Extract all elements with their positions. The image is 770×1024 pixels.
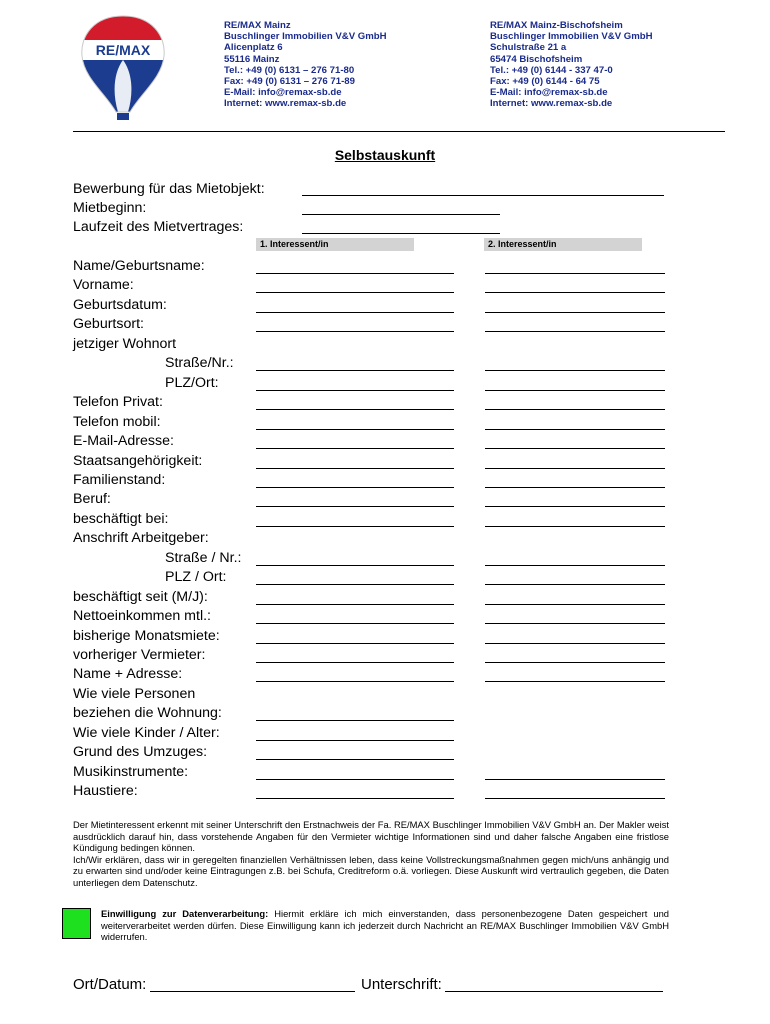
field-label: Wie viele Personen bbox=[73, 685, 196, 702]
office-line: Alicenplatz 6 bbox=[224, 42, 283, 54]
applicant-1-input[interactable] bbox=[256, 662, 454, 663]
office-line: Buschlinger Immobilien V&V GmbH bbox=[490, 31, 653, 43]
applicant-1-input[interactable] bbox=[256, 370, 454, 371]
object-field-input[interactable] bbox=[302, 214, 500, 215]
field-label: Nettoeinkommen mtl.: bbox=[73, 608, 211, 625]
place-date-field[interactable] bbox=[150, 991, 355, 992]
office-line: E-Mail: info@remax-sb.de bbox=[224, 87, 342, 99]
applicant-2-input[interactable] bbox=[485, 506, 665, 507]
office-line: Schulstraße 21 a bbox=[490, 42, 567, 54]
field-label: Geburtsdatum: bbox=[73, 296, 167, 313]
applicant-1-input[interactable] bbox=[256, 798, 454, 799]
applicant-2-input[interactable] bbox=[485, 643, 665, 644]
applicant-1-input[interactable] bbox=[256, 409, 454, 410]
field-label: bisherige Monatsmiete: bbox=[73, 627, 220, 644]
field-label: beschäftigt bei: bbox=[73, 510, 169, 527]
field-label: jetziger Wohnort bbox=[73, 335, 177, 352]
applicant-2-input[interactable] bbox=[485, 273, 665, 274]
applicant-1-input[interactable] bbox=[256, 468, 454, 469]
field-label: beziehen die Wohnung: bbox=[73, 705, 222, 722]
place-date-label: Ort/Datum: bbox=[73, 976, 147, 993]
applicant-2-input[interactable] bbox=[485, 370, 665, 371]
page-title: Selbstauskunft bbox=[334, 147, 436, 163]
applicant-1-input[interactable] bbox=[256, 331, 454, 332]
office-line: Fax: +49 (0) 6144 - 64 75 bbox=[490, 76, 600, 88]
applicant-1-input[interactable] bbox=[256, 584, 454, 585]
disclaimer-paragraph-2: Ich/Wir erklären, dass wir in geregelten finanziellen Verhältnissen leben, dass keine Vollstreckungsmaßnahmen gegen mich/uns anhängig und zu erwarten sind und/oder keine Eintragungen z.B. bei Schufa, Creditreform o.ä. vorliegen. Diese Auskunft wird vertraulich gegeben, die Daten unterliegen dem Datenschutz. bbox=[73, 853, 669, 888]
applicant-1-input[interactable] bbox=[256, 681, 454, 682]
applicant-1-input[interactable] bbox=[256, 779, 454, 780]
field-label: Musikinstrumente: bbox=[73, 763, 189, 780]
applicant-2-input[interactable] bbox=[485, 604, 665, 605]
applicant-2-input[interactable] bbox=[485, 292, 665, 293]
disclaimer-paragraph-1: Der Mietinteressent erkennt mit seiner Unterschrift den Erstnachweis der Fa. RE/MAX Buschlinger Immobilien V&V GmbH an. Der Makler weist ausdrücklich darauf hin, dass vorstehende Angaben für den Vermieter wichtige Informationen sind und daher falsche Angaben eine fristlose Kündigung bedingen können. bbox=[73, 819, 669, 854]
field-label: Anschrift Arbeitgeber: bbox=[73, 530, 209, 547]
object-field-input[interactable] bbox=[302, 195, 664, 196]
applicant-1-input[interactable] bbox=[256, 759, 454, 760]
object-field-label: Mietbeginn: bbox=[73, 200, 147, 216]
applicant-1-input[interactable] bbox=[256, 390, 454, 391]
disclaimer-text bbox=[73, 819, 669, 889]
field-label: Geburtsort: bbox=[73, 316, 144, 333]
field-label: PLZ / Ort: bbox=[165, 569, 227, 586]
office-line: E-Mail: info@remax-sb.de bbox=[490, 87, 608, 99]
applicant-2-input[interactable] bbox=[485, 331, 665, 332]
applicant-2-input[interactable] bbox=[485, 779, 665, 780]
field-label: Haustiere: bbox=[73, 783, 138, 800]
signature-label: Unterschrift: bbox=[361, 976, 442, 993]
applicant-2-input[interactable] bbox=[485, 409, 665, 410]
applicant-1-input[interactable] bbox=[256, 429, 454, 430]
field-label: Staatsangehörigkeit: bbox=[73, 452, 203, 469]
field-label: Straße / Nr.: bbox=[165, 549, 242, 566]
applicant-2-input[interactable] bbox=[485, 390, 665, 391]
column-header-applicant-2: 2. Interessent/in bbox=[484, 238, 642, 251]
applicant-1-input[interactable] bbox=[256, 506, 454, 507]
field-label: vorheriger Vermieter: bbox=[73, 647, 206, 663]
consent-checkbox[interactable] bbox=[62, 908, 91, 939]
field-label: Wie viele Kinder / Alter: bbox=[73, 724, 220, 741]
consent-body: Hiermit erkläre ich mich einverstanden, dass personenbezogene Daten gespeichert und weiterverarbeitet werden dürfen. Diese Einwilligung kann ich jederzeit durch Nachricht an RE/MAX Buschlinger Immobilien V&V GmbH widerrufen. bbox=[101, 908, 669, 943]
office-line: RE/MAX Mainz bbox=[224, 20, 291, 31]
applicant-2-input[interactable] bbox=[485, 468, 665, 469]
office-line: 65474 Bischofsheim bbox=[490, 53, 583, 65]
field-label: PLZ/Ort: bbox=[165, 374, 219, 391]
applicant-1-input[interactable] bbox=[256, 643, 454, 644]
applicant-2-input[interactable] bbox=[485, 312, 665, 313]
object-field-input[interactable] bbox=[302, 233, 500, 234]
applicant-2-input[interactable] bbox=[485, 429, 665, 430]
applicant-2-input[interactable] bbox=[485, 526, 665, 527]
applicant-2-input[interactable] bbox=[485, 798, 665, 799]
field-label: Straße/Nr.: bbox=[165, 355, 234, 372]
office-line: Fax: +49 (0) 6131 – 276 71-89 bbox=[224, 76, 355, 88]
header-divider bbox=[73, 131, 725, 132]
applicant-2-input[interactable] bbox=[485, 448, 665, 449]
applicant-2-input[interactable] bbox=[485, 487, 665, 488]
field-label: Familienstand: bbox=[73, 471, 166, 488]
office-line: 55116 Mainz bbox=[224, 53, 280, 65]
signature-field[interactable] bbox=[445, 991, 663, 992]
office-line: RE/MAX Mainz-Bischofsheim bbox=[490, 20, 623, 31]
applicant-1-input[interactable] bbox=[256, 740, 454, 741]
field-label: beschäftigt seit (M/J): bbox=[73, 588, 208, 605]
field-label: Beruf: bbox=[73, 491, 111, 508]
field-label: Telefon mobil: bbox=[73, 413, 161, 430]
logo-text: RE/MAX bbox=[95, 42, 151, 58]
applicant-2-input[interactable] bbox=[485, 623, 665, 624]
column-header-applicant-1: 1. Interessent/in bbox=[256, 238, 414, 251]
applicant-2-input[interactable] bbox=[485, 662, 665, 663]
office-mainz bbox=[224, 20, 387, 110]
field-label: Name + Adresse: bbox=[73, 666, 183, 683]
applicant-1-input[interactable] bbox=[256, 312, 454, 313]
object-field-label: Bewerbung für das Mietobjekt: bbox=[73, 181, 265, 197]
office-line: Internet: www.remax-sb.de bbox=[490, 98, 613, 110]
applicant-1-input[interactable] bbox=[256, 487, 454, 488]
applicant-1-input[interactable] bbox=[256, 565, 454, 566]
consent-heading: Einwilligung zur Datenverarbeitung: bbox=[101, 908, 269, 919]
applicant-2-input[interactable] bbox=[485, 584, 665, 585]
applicant-1-input[interactable] bbox=[256, 448, 454, 449]
remax-balloon-logo bbox=[78, 12, 168, 122]
applicant-1-input[interactable] bbox=[256, 526, 454, 527]
field-label: Name/Geburtsname: bbox=[73, 258, 205, 274]
consent-text bbox=[101, 908, 669, 943]
field-label: Vorname: bbox=[73, 277, 134, 294]
applicant-1-input[interactable] bbox=[256, 273, 454, 274]
field-label: Telefon Privat: bbox=[73, 394, 163, 411]
field-label: E-Mail-Adresse: bbox=[73, 433, 174, 450]
office-bischofsheim bbox=[490, 20, 653, 110]
applicant-2-input[interactable] bbox=[485, 681, 665, 682]
office-line: Tel.: +49 (0) 6131 – 276 71-80 bbox=[224, 64, 355, 76]
field-label: Grund des Umzuges: bbox=[73, 744, 208, 761]
office-line: Internet: www.remax-sb.de bbox=[224, 98, 347, 110]
object-field-label: Laufzeit des Mietvertrages: bbox=[73, 219, 244, 235]
applicant-1-input[interactable] bbox=[256, 720, 454, 721]
applicant-1-input[interactable] bbox=[256, 623, 454, 624]
applicant-1-input[interactable] bbox=[256, 604, 454, 605]
office-line: Tel.: +49 (0) 6144 - 337 47-0 bbox=[490, 64, 613, 76]
applicant-2-input[interactable] bbox=[485, 565, 665, 566]
applicant-1-input[interactable] bbox=[256, 292, 454, 293]
office-line: Buschlinger Immobilien V&V GmbH bbox=[224, 31, 387, 43]
